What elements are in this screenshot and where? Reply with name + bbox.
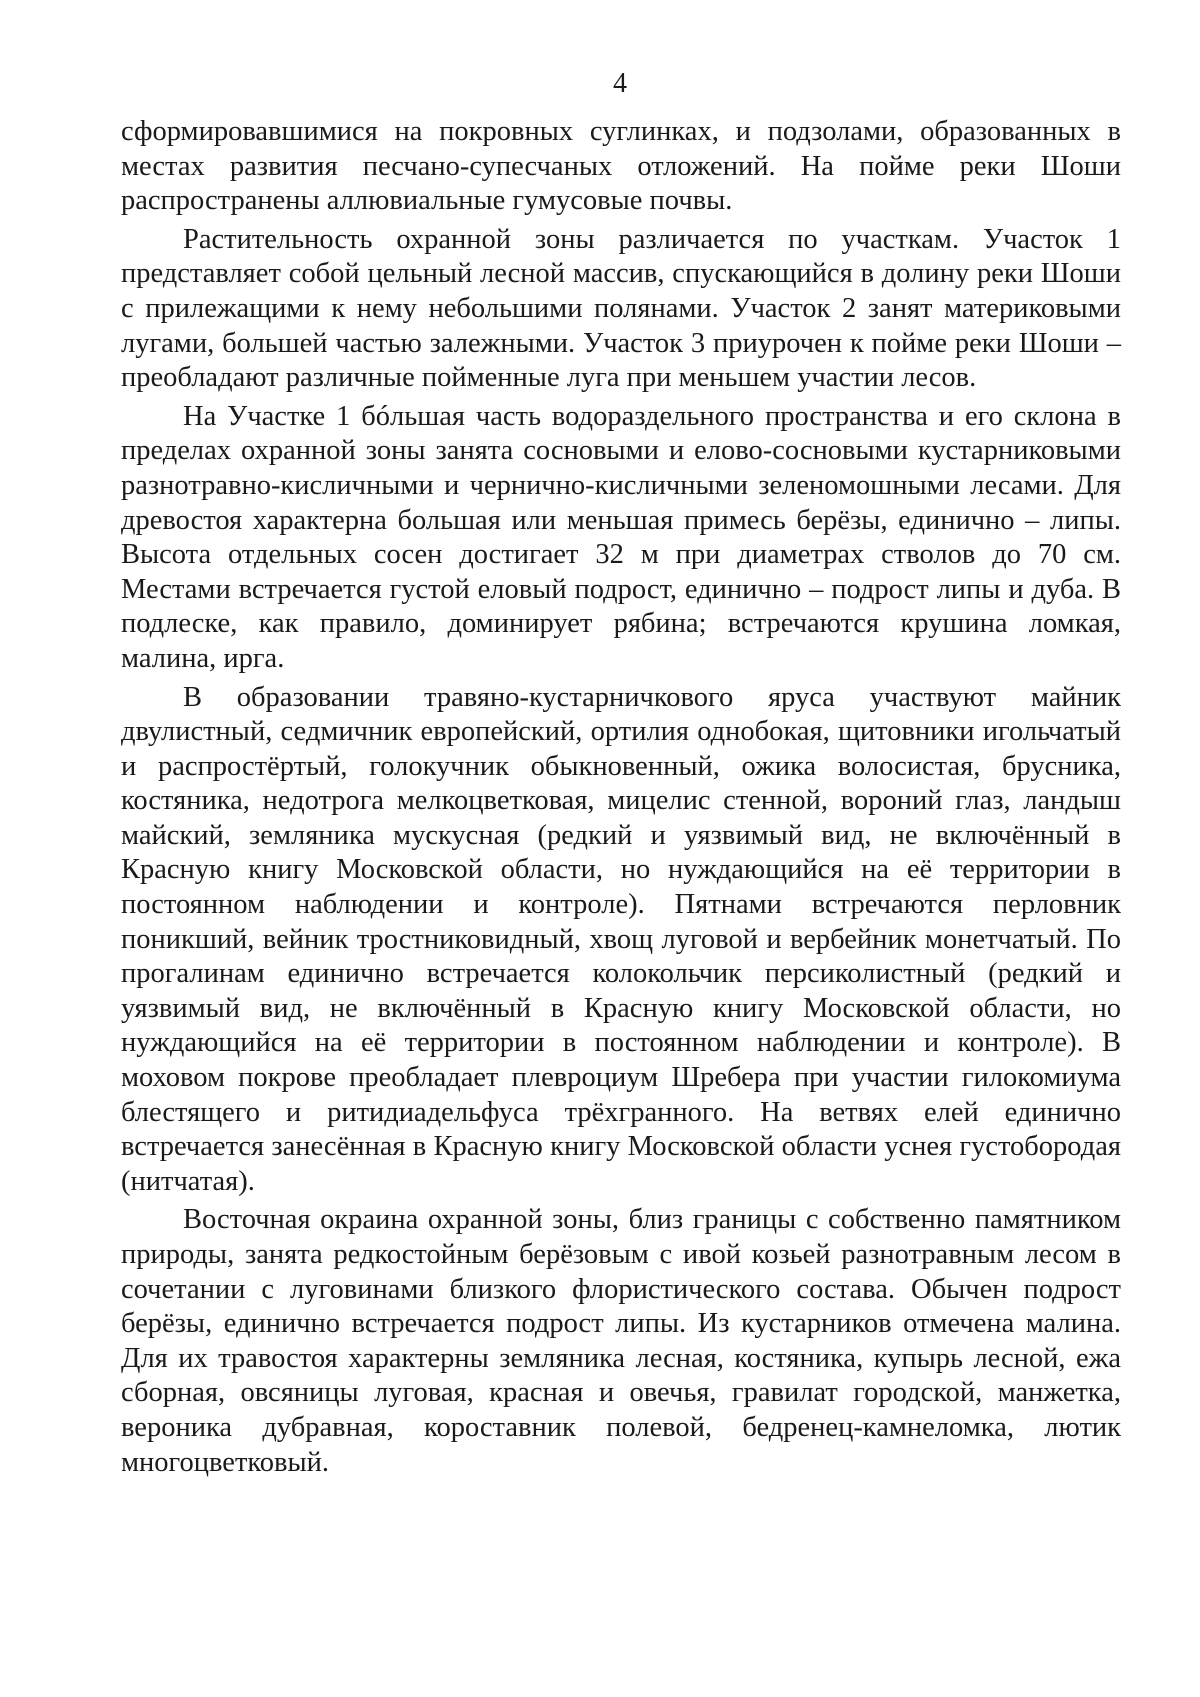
- paragraph-eastern-edge: Восточная окраина охранной зоны, близ границы с собственно памятником природы, занята редкостойным берёзовым с ивой козьей разнотравным лесом в сочетании с луговинами близкого флористического состава. Обычен подрост берёзы, единично встречается подрост липы. Из кустарников отмечена малина. Для их травостоя характерны земляника лесная, костяника, купырь лесной, ежа сборная, овсяницы луговая, красная и овечья, гравилат городской, манжетка, вероника дубравная, короставник полевой, бедренец-камнеломка, лютик многоцветковый.: [121, 1204, 1121, 1478]
- paragraph-site-1-forests: На Участке 1 бóльшая часть водораздельного пространства и его склона в пределах охранной зоны занята сосновыми и елово-сосновыми кустарниковыми разнотравно-кисличными и чернично-кисличными зеленомошными лесами. Для древостоя характерна большая или меньшая примесь берёзы, единично – липы. Высота отдельных сосен достигает 32 м при диаметрах стволов до 70 см. Местами встречается густой еловый подрост, единично – подрост липы и дуба. В подлеске, как правило, доминирует рябина; встречаются крушина ломкая, малина, ирга.: [121, 400, 1121, 674]
- paragraph-herb-layer: В образовании травяно-кустарничкового яруса участвуют майник двулистный, седмичник европейский, ортилия однобокая, щитовники игольчатый и распростёртый, голокучник обыкновенный, ожика волосистая, брусника, костяника, недотрога мелкоцветковая, мицелис стенной, вороний глаз, ландыш майский, земляника мускусная (редкий и уязвимый вид, не включённый в Красную книгу Московской области, но нуждающийся на её территории в постоянном наблюдении и контроле). Пятнами встречаются перловник поникший, вейник тростниковидный, хвощ луговой и вербейник монетчатый. По прогалинам единично встречается колокольчик персиколистный (редкий и уязвимый вид, не включённый в Красную книгу Московской области, но нуждающийся на её территории в постоянном наблюдении и контроле). В моховом покрове преобладает плевроциум Шребера при участии гилокомиума блестящего и ритидиадельфуса трёхгранного. На ветвях елей единично встречается занесённая в Красную книгу Московской области уснея густобородая (нитчатая).: [121, 681, 1121, 1197]
- paragraph-soils: сформировавшимися на покровных суглинках, и подзолами, образованных в местах развития песчано-супесчаных отложений. На пойме реки Шоши распространены аллювиальные гумусовые почвы.: [121, 116, 1121, 217]
- page-number: 4: [613, 68, 627, 99]
- document-body: [121, 115, 1121, 1484]
- paragraph-vegetation-overview: Растительность охранной зоны различается по участкам. Участок 1 представляет собой цельный лесной массив, спускающийся в долину реки Шоши с прилежащими к нему небольшими полянами. Участок 2 занят материковыми лугами, большей частью залежными. Участок 3 приурочен к пойме реки Шоши – преобладают различные пойменные луга при меньшем участии лесов.: [121, 223, 1121, 394]
